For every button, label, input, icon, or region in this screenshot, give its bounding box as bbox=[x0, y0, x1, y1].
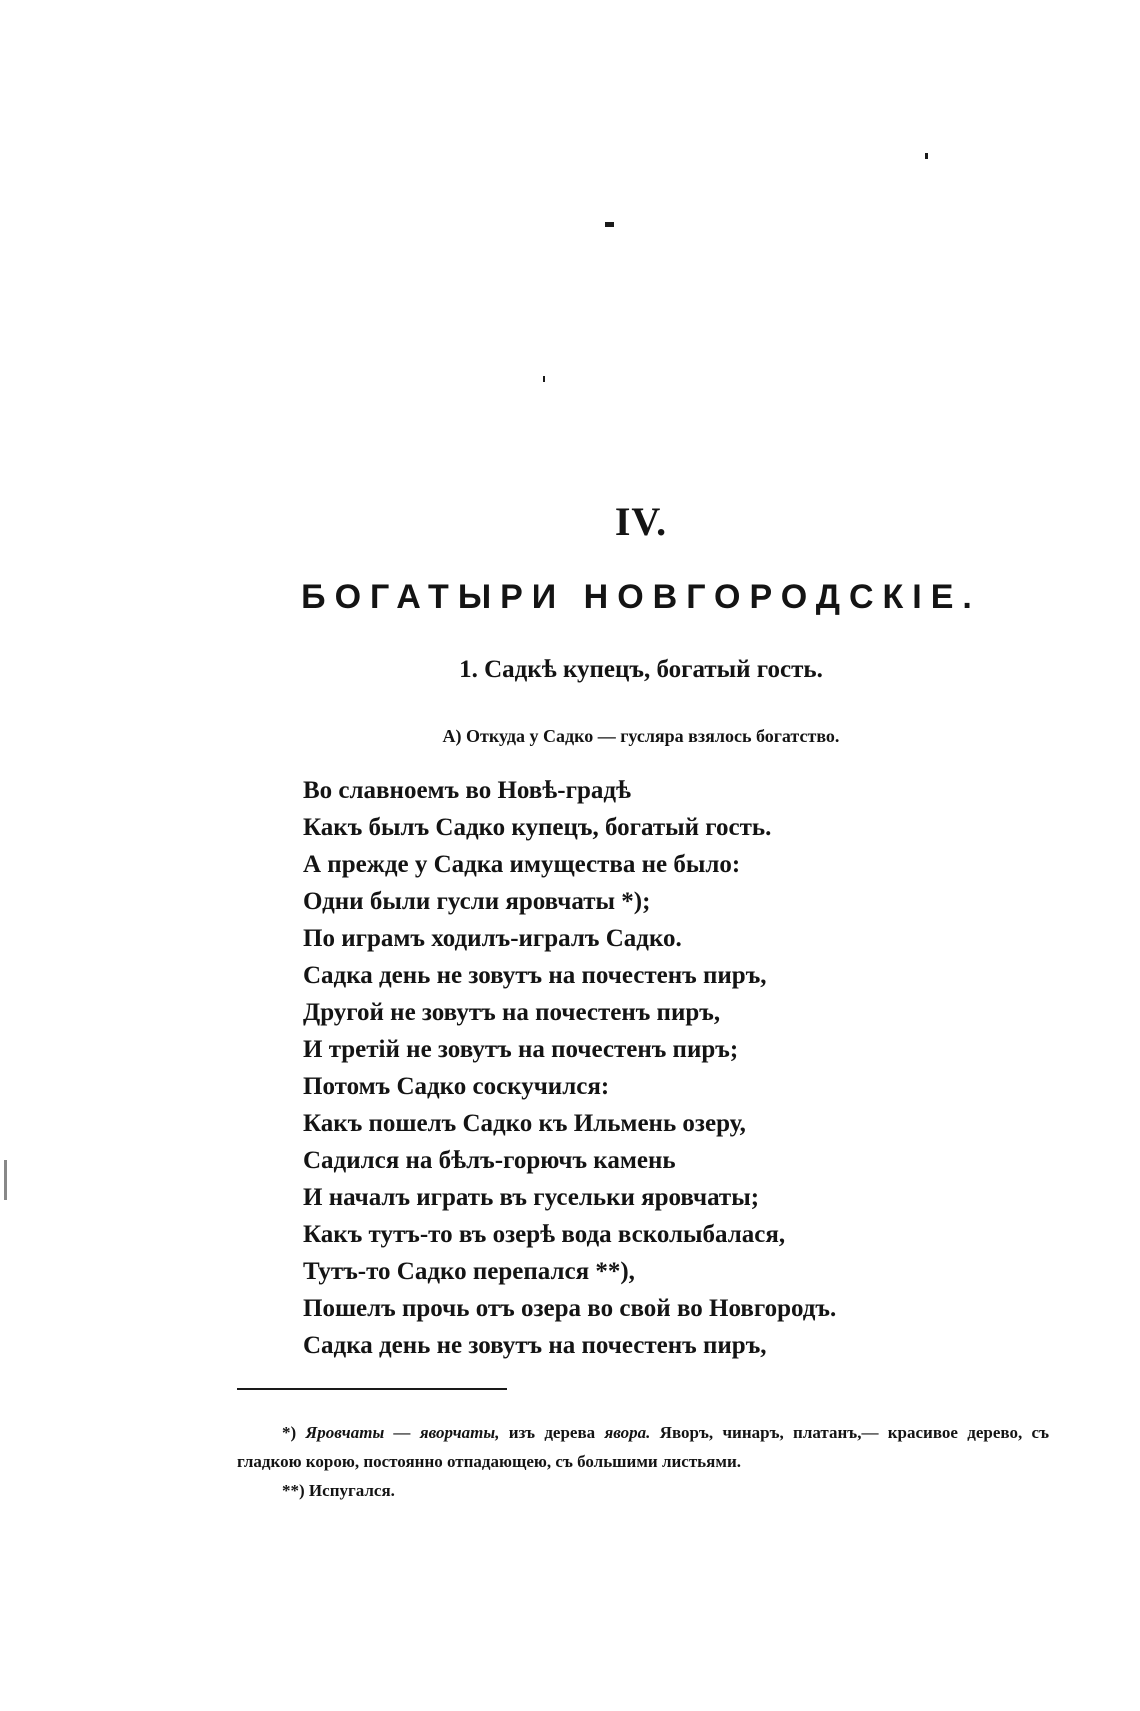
footnote-divider bbox=[237, 1388, 507, 1390]
footnote-1 bbox=[237, 1418, 1049, 1476]
verse-line: Тутъ-то Садко перепался **), bbox=[303, 1258, 635, 1285]
verse-line: А прежде у Садка имущества не было: bbox=[303, 851, 741, 878]
verse-line: Какъ пошелъ Садко къ Ильмень озеру, bbox=[303, 1110, 746, 1137]
footnote-1-from: изъ дерева bbox=[508, 1423, 596, 1442]
footnote-1-wood: явора. bbox=[604, 1423, 651, 1442]
footnote-1-rest: Яворъ, чинаръ, платанъ,— красивое дерево, съ гладкою корою, постоянно отпадающею, съ большими листьями. bbox=[237, 1423, 1049, 1471]
verse-line: И началъ играть въ гусельки яровчаты; bbox=[303, 1184, 760, 1211]
verse-line: Одни были гусли яровчаты *); bbox=[303, 888, 651, 915]
verse-line: Какъ тутъ-то въ озерѣ вода всколыбалася, bbox=[303, 1221, 786, 1248]
verse-block bbox=[303, 772, 1023, 1364]
print-speck bbox=[543, 376, 545, 382]
verse-line: Пошелъ прочь отъ озера во свой во Новгородъ. bbox=[303, 1295, 837, 1322]
verse-line: Какъ былъ Садко купецъ, богатый гость. bbox=[303, 814, 772, 841]
verse-line: Во славноемъ во Новѣ-градѣ bbox=[303, 777, 632, 804]
footnotes bbox=[237, 1418, 1049, 1505]
footnote-2-text: Испугался. bbox=[308, 1481, 395, 1500]
section-title: БОГАТЫРИ НОВГОРОДСКIЕ. bbox=[301, 578, 981, 616]
footnote-1-marker: *) bbox=[282, 1423, 297, 1442]
print-speck bbox=[605, 222, 614, 227]
footnote-2 bbox=[237, 1476, 1049, 1505]
verse-line: Садка день не зовутъ на почестенъ пиръ, bbox=[303, 1332, 767, 1359]
verse-line: Садка день не зовутъ на почестенъ пиръ, bbox=[303, 962, 767, 989]
verse-line: По играмъ ходилъ-игралъ Садко. bbox=[303, 925, 682, 952]
verse-line: Потомъ Садко соскучился: bbox=[303, 1073, 610, 1100]
subsection-heading: А) Откуда у Садко — гусляра взялось богатство. bbox=[442, 726, 840, 746]
story-title: 1. Садкѣ купецъ, богатый гость. bbox=[459, 656, 823, 683]
verse-line: Другой не зовутъ на почестенъ пиръ, bbox=[303, 999, 721, 1026]
verse-line: Садился на бѣлъ-горючъ камень bbox=[303, 1147, 676, 1174]
footnote-1-term: Яровчаты — яворчаты, bbox=[305, 1423, 500, 1442]
verse-line: И третiй не зовутъ на почестенъ пиръ; bbox=[303, 1036, 739, 1063]
footnote-2-marker: **) bbox=[282, 1481, 305, 1500]
print-speck bbox=[4, 1160, 7, 1200]
print-speck bbox=[925, 153, 928, 159]
chapter-number: IV. bbox=[614, 499, 668, 544]
